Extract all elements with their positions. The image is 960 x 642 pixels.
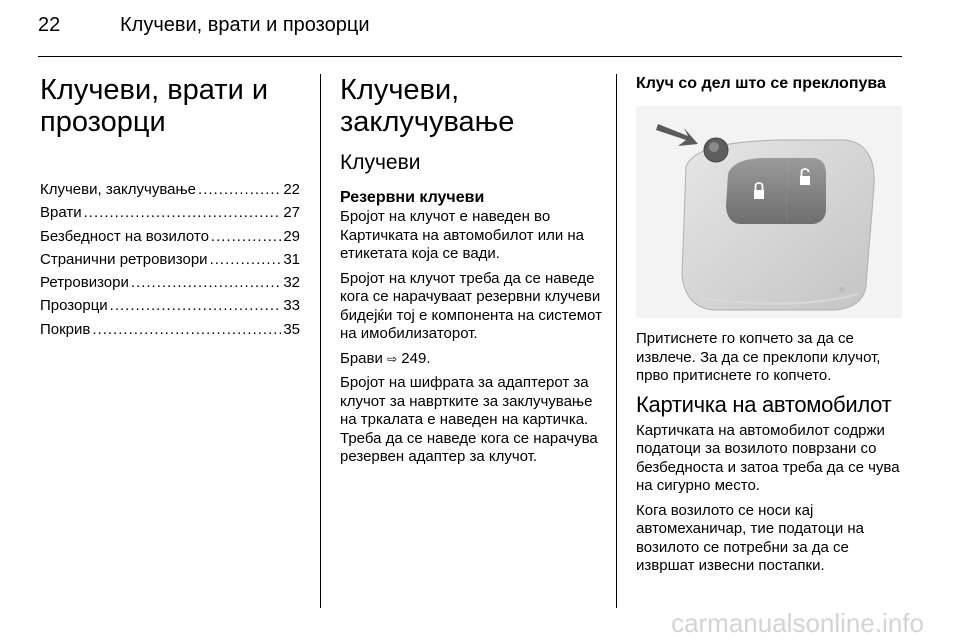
- toc-leader: [211, 225, 281, 248]
- toc-entry-label: Прозорци: [40, 297, 108, 315]
- arrow-ref-icon: ⇨: [387, 351, 398, 366]
- folding-key-column: [636, 74, 902, 582]
- toc-entry-label: Покрив: [40, 320, 91, 338]
- toc-entry-page: 31: [283, 250, 300, 268]
- toc-column: [40, 74, 300, 341]
- toc-list: [40, 178, 300, 341]
- toc-leader: [84, 201, 282, 224]
- subsection-title: Клучеви: [340, 151, 421, 174]
- toc-entry[interactable]: [40, 248, 300, 271]
- toc-entry-page: 35: [283, 320, 300, 338]
- folding-key-heading: Клуч со дел што се преклопува: [636, 75, 886, 92]
- key-fob-drawing: [636, 106, 902, 318]
- cross-reference[interactable]: [340, 350, 606, 369]
- reference-label: Брави: [340, 349, 383, 367]
- toc-entry-label: Врати: [40, 204, 82, 222]
- column-divider-2: [616, 74, 617, 608]
- toc-entry-page: 33: [283, 297, 300, 315]
- toc-entry[interactable]: [40, 178, 300, 201]
- toc-entry-label: Ретровизори: [40, 274, 129, 292]
- toc-entry[interactable]: [40, 225, 300, 248]
- toc-entry-label: Странични ретровизори: [40, 250, 208, 268]
- key-caption: Притиснете го копчето за да се извлече. За да се преклопи клучот, прво притиснете го копчето.: [636, 330, 881, 384]
- running-title: Клучеви, врати и прозорци: [120, 14, 370, 36]
- spare-keys-heading: Резервни клучеви: [340, 189, 485, 206]
- watermark: carmanualsonline.info: [671, 608, 924, 638]
- paragraph: Картичката на автомобилот содржи податоци за возилото поврзани со безбедноста и затоа треба да се чува на сигурно место.: [636, 421, 900, 494]
- toc-leader: [110, 294, 282, 317]
- toc-leader: [210, 248, 282, 271]
- toc-entry[interactable]: [40, 201, 300, 224]
- toc-title: Клучеви, врати и прозорци: [40, 74, 269, 138]
- reference-page: 249.: [401, 349, 431, 367]
- header-rule: [38, 56, 902, 57]
- column-divider-1: [320, 74, 321, 608]
- paragraph: Бројот на клучот е наведен во Картичката на автомобилот или на етикетата која се вади.: [340, 208, 584, 262]
- toc-entry-page: 27: [283, 204, 300, 222]
- toc-entry-page: 29: [283, 227, 300, 245]
- toc-leader: [92, 318, 281, 341]
- toc-entry[interactable]: [40, 318, 300, 341]
- car-pass-heading: Картичка на автомобилот: [636, 391, 892, 417]
- toc-entry-label: Клучеви, заклучување: [40, 181, 197, 198]
- paragraph: Кога возилото се носи кај автомеханичар, тие податоци на возилото се потребни за да се извршат извесни постапки.: [636, 501, 864, 574]
- page-number: 22: [38, 14, 61, 36]
- key-illustration: [636, 106, 902, 318]
- toc-entry-page: 22: [283, 181, 300, 198]
- keys-column: [340, 74, 606, 473]
- section-title: Клучеви, заклучување: [340, 74, 515, 138]
- toc-leader: [131, 271, 281, 294]
- toc-leader: [198, 178, 281, 201]
- toc-entry-page: 32: [283, 274, 300, 292]
- toc-entry[interactable]: [40, 271, 300, 294]
- paragraph: Бројот на клучот треба да се наведе кога се нарачуваат резервни клучеви бидејќи тој е компонента на системот на имобилизаторот.: [340, 269, 602, 342]
- paragraph: Бројот на шифрата за адаптерот за клучот за навртките за заклучување на тркалата е наведен на картичка. Треба да се наведе кога се нарачува резервен адаптер за клучот.: [340, 374, 598, 465]
- toc-entry-label: Безбедност на возилото: [40, 227, 209, 245]
- toc-entry[interactable]: [40, 294, 300, 317]
